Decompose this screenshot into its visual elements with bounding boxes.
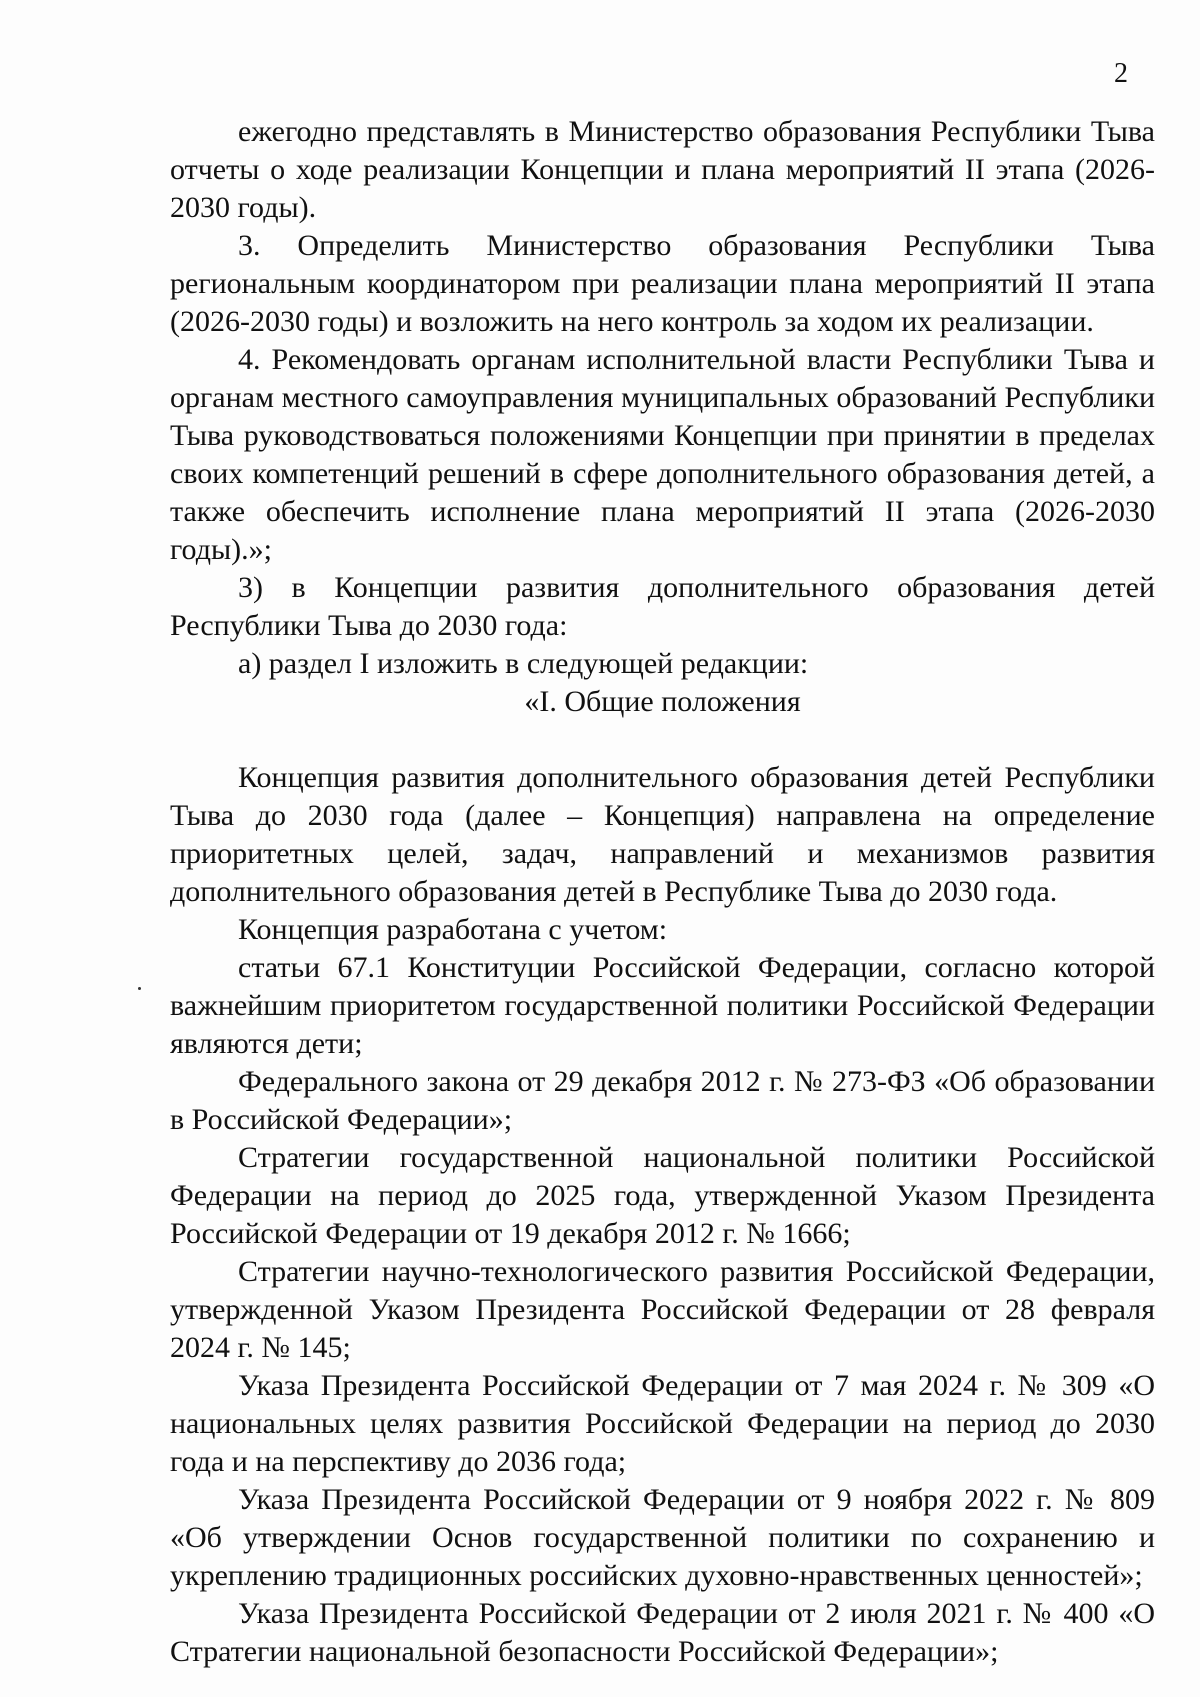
paragraph-item-3-coordinator: 3. Определить Министерство образования Республики Тыва региональным координатором при реализации плана мероприятий II этапа (2026-2030 годы) и возложить на него контроль за ходом их реализации.: [170, 229, 1155, 338]
paragraph-concept-purpose: Концепция развития дополнительного образования детей Республики Тыва до 2030 года (далее – Концепция) направлена на определение приоритетных целей, задач, направлений и механизмов развития дополнительного образования детей в Республике Тыва до 2030 года.: [170, 761, 1155, 908]
paragraph-decree-400: Указа Президента Российской Федерации от 2 июля 2021 г. № 400 «О Стратегии национальной безопасности Российской Федерации»;: [170, 1597, 1155, 1668]
document-body: [170, 113, 1155, 1671]
paragraph-federal-law-273: Федерального закона от 29 декабря 2012 г. № 273-ФЗ «Об образовании в Российской Федерации»;: [170, 1065, 1155, 1136]
paragraph-decree-809: Указа Президента Российской Федерации от 9 ноября 2022 г. № 809 «Об утверждении Основ государственной политики по сохранению и укреплению традиционных российских духовно-нравственных ценностей»;: [170, 1483, 1155, 1592]
margin-dot: [138, 987, 141, 990]
paragraph-national-policy-strategy: Стратегии государственной национальной политики Российской Федерации на период до 2025 года, утвержденной Указом Президента Российской Федерации от 19 декабря 2012 г. № 1666;: [170, 1141, 1155, 1250]
paragraph-decree-309: Указа Президента Российской Федерации от 7 мая 2024 г. № 309 «О национальных целях развития Российской Федерации на период до 2030 года и на перспективу до 2036 года;: [170, 1369, 1155, 1478]
paragraph-constitution-article: статьи 67.1 Конституции Российской Федерации, согласно которой важнейшим приоритетом государственной политики Российской Федерации являются дети;: [170, 951, 1155, 1060]
paragraph-concept-amendment: 3) в Концепции развития дополнительного образования детей Республики Тыва до 2030 года:: [170, 571, 1155, 642]
paragraph-concept-developed: Концепция разработана с учетом:: [238, 913, 668, 946]
section-heading-general-provisions: «I. Общие положения: [524, 685, 801, 718]
page-number: 2: [1114, 58, 1128, 89]
paragraph-sci-tech-strategy: Стратегии научно-технологического развития Российской Федерации, утвержденной Указом Президента Российской Федерации от 28 февраля 2024 г. № 145;: [170, 1255, 1155, 1364]
paragraph-report-obligation: ежегодно представлять в Министерство образования Республики Тыва отчеты о ходе реализации Концепции и плана мероприятий II этапа (2026-2030 годы).: [170, 115, 1155, 224]
paragraph-section-1-wording: а) раздел I изложить в следующей редакции:: [238, 647, 809, 680]
paragraph-item-4-recommendation: 4. Рекомендовать органам исполнительной власти Республики Тыва и органам местного самоуправления муниципальных образований Республики Тыва руководствоваться положениями Концепции при принятии в пределах своих компетенций решений в сфере дополнительного образования детей, а также обеспечить исполнение плана мероприятий II этапа (2026-2030 годы).»;: [170, 343, 1155, 566]
